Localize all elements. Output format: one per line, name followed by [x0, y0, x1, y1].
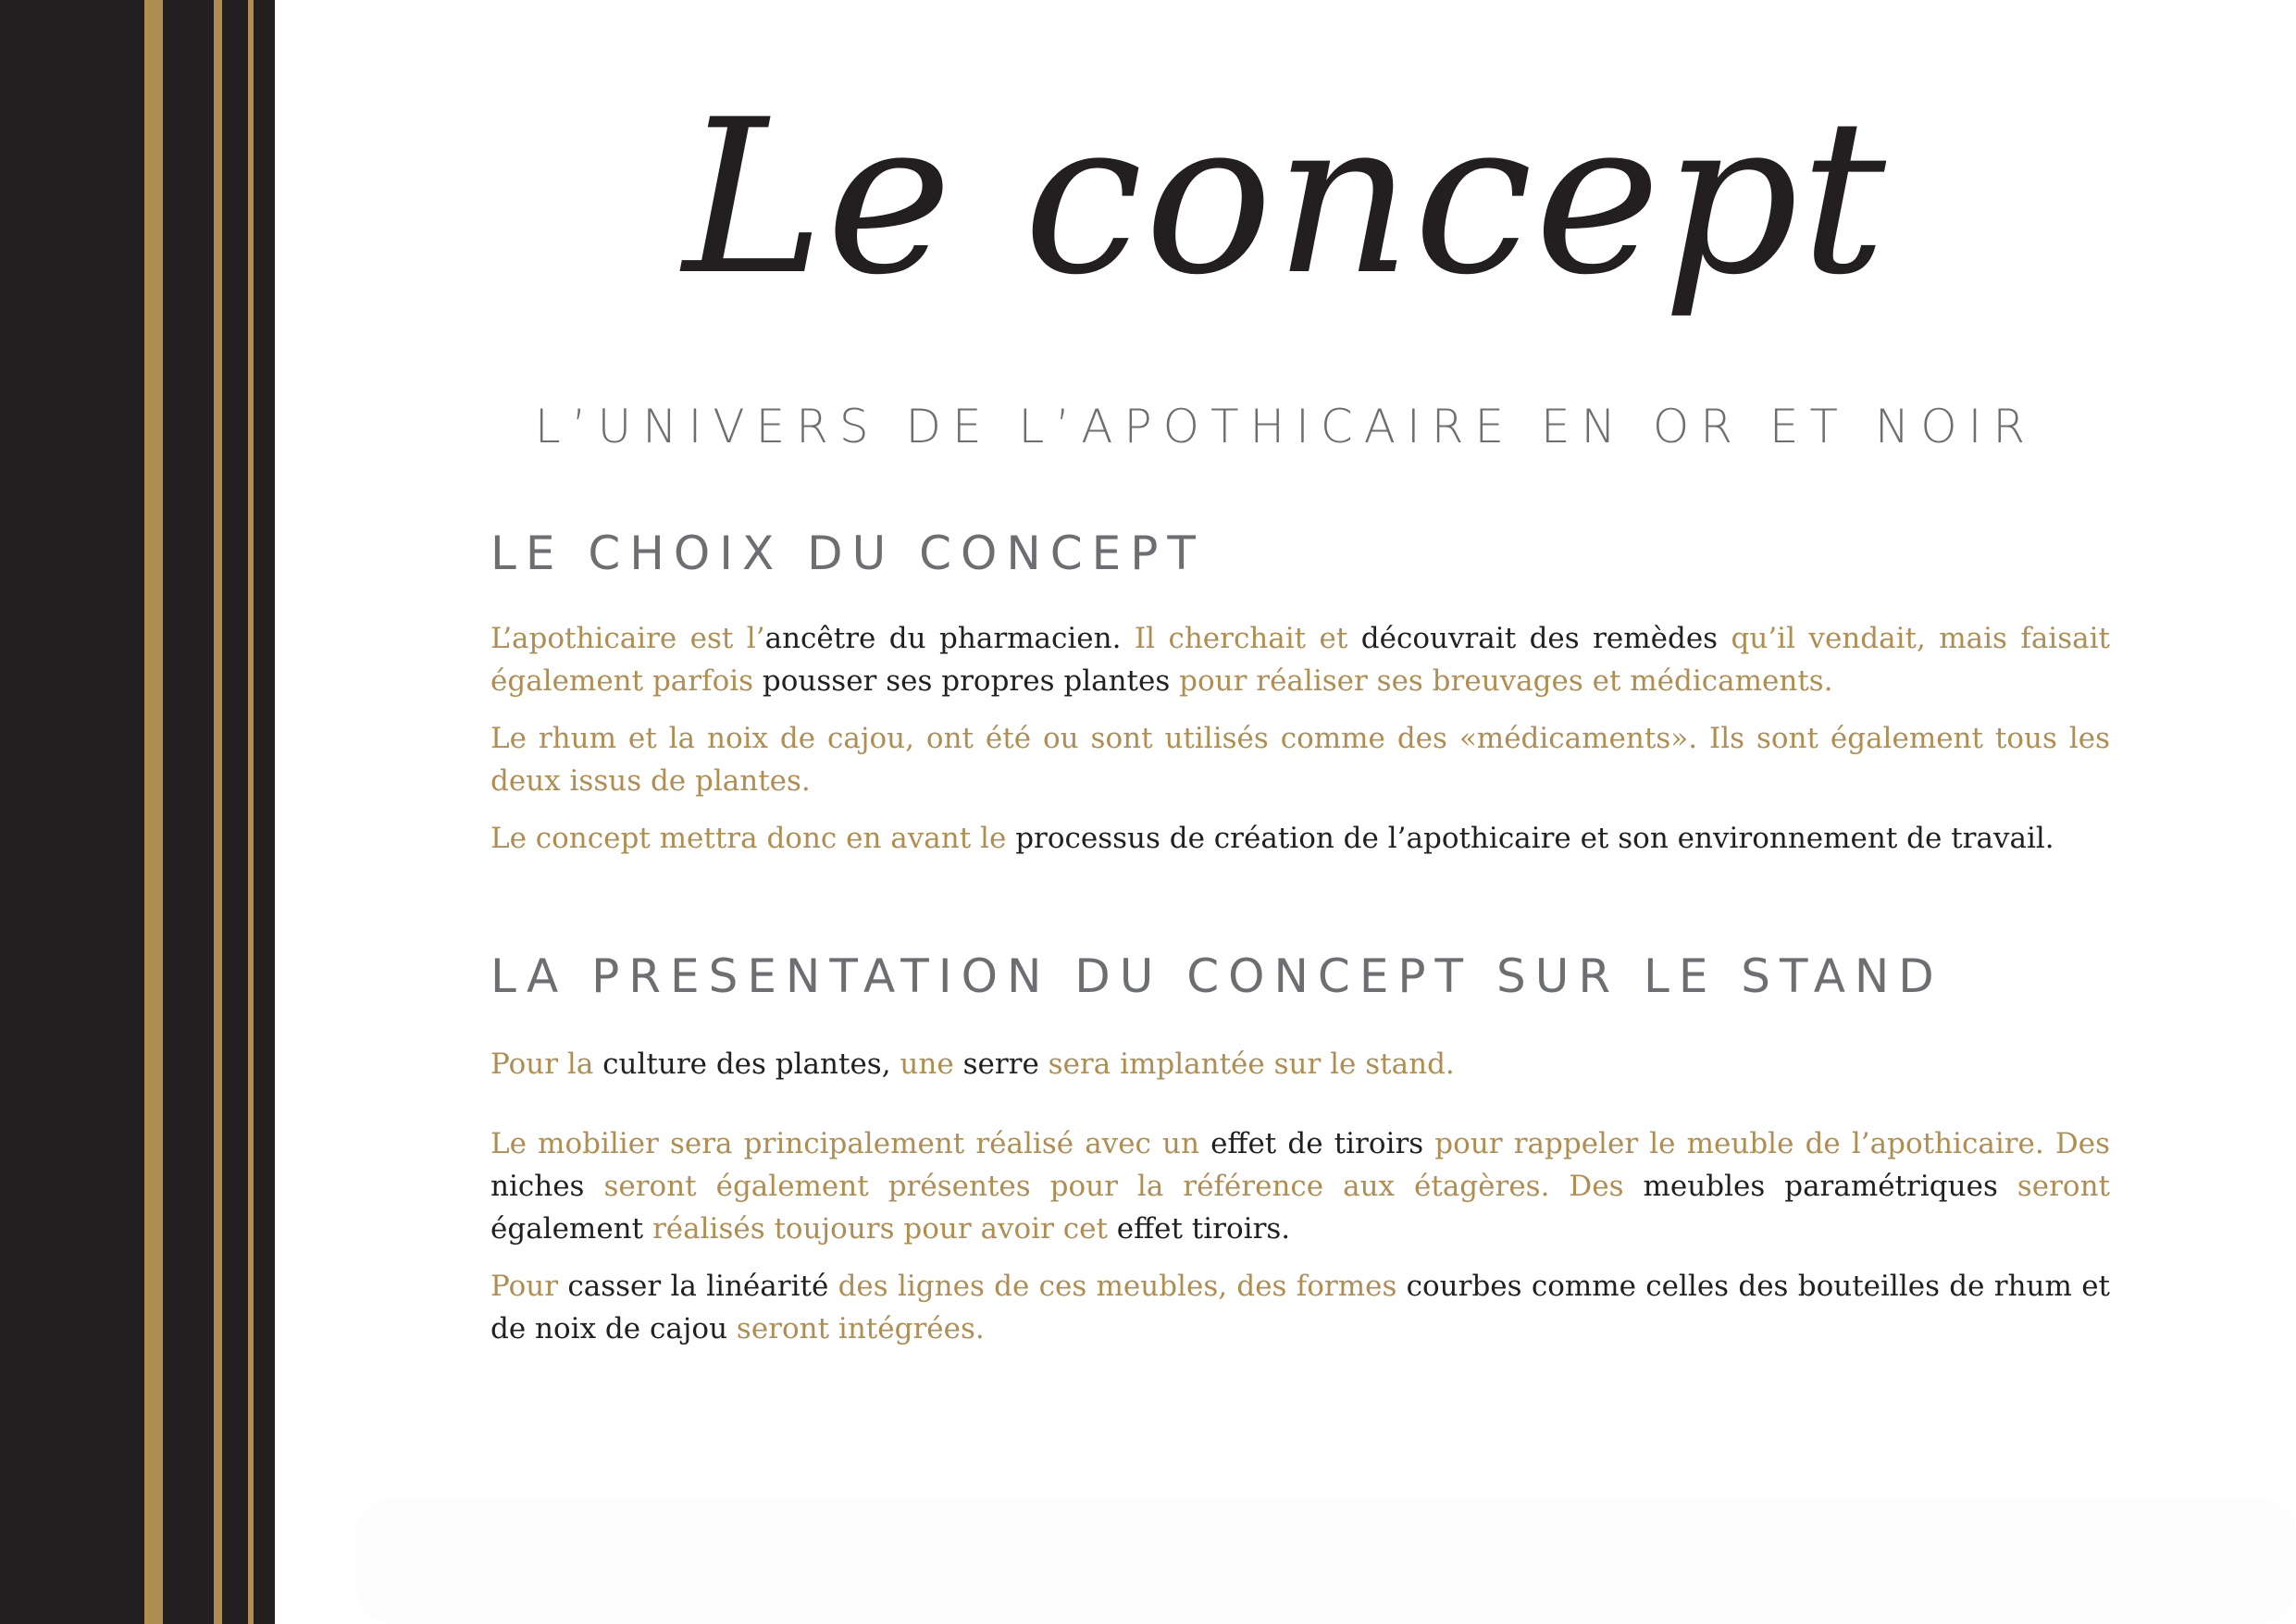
text-run: sera implantée sur le stand.: [1038, 1048, 1455, 1081]
text-run: seront: [1997, 1170, 2111, 1203]
gold-stripe-medium: [214, 0, 222, 1624]
text-run: également: [490, 1212, 644, 1246]
text-run: pousser ses propres plantes: [762, 664, 1171, 698]
section-choix-body: [490, 617, 2110, 860]
section-presentation-heading-wrap: [490, 948, 2110, 1004]
text-run: Il cherchait et: [1121, 622, 1361, 655]
paragraph-formes-courbes: [490, 1265, 2110, 1350]
decorative-sidebar: [0, 0, 275, 1624]
gold-stripe-wide: [144, 0, 163, 1624]
paragraph-serre: [490, 1043, 2110, 1085]
paragraph-apothicaire: [490, 617, 2110, 702]
text-run: Le concept mettra donc en avant le: [490, 822, 1016, 855]
text-run: L’apothicaire est l’: [490, 622, 765, 655]
text-run: seront également présentes pour la référence aux étagères. Des: [584, 1170, 1644, 1203]
text-run: effet tiroirs.: [1116, 1212, 1291, 1246]
text-run: effet de tiroirs: [1210, 1127, 1424, 1160]
text-run: ancêtre du pharmacien.: [764, 622, 1122, 655]
page-subtitle: L’UNIVERS DE L’APOTHICAIRE EN OR ET NOIR: [534, 400, 2037, 453]
text-run: Le mobilier sera principalement réalisé avec un: [490, 1127, 1211, 1160]
section-presentation-body: [490, 1043, 2110, 1350]
gold-stripe-thin: [248, 0, 254, 1624]
text-run: pour rappeler le meuble de l’apothicaire. Des: [1423, 1127, 2110, 1160]
page-title: Le concept: [683, 75, 1888, 322]
text-run: une: [890, 1048, 963, 1081]
text-run: seront intégrées.: [727, 1312, 985, 1345]
paragraph-rhum-cajou: Le rhum et la noix de cajou, ont été ou sont utilisés comme des «médicaments». Ils sont également tous les deux issus de plantes.: [490, 722, 2110, 798]
background-panel: [356, 1497, 2296, 1624]
section-heading-presentation: LA PRESENTATION DU CONCEPT SUR LE STAND: [490, 949, 1943, 1003]
text-run: réalisés toujours pour avoir cet: [643, 1212, 1117, 1246]
section-heading-choix: LE CHOIX DU CONCEPT: [490, 527, 1205, 580]
text-run: qu’il vendait, mais faisait également parfois: [490, 622, 2110, 698]
paragraph-concept-avant: [490, 817, 2110, 860]
text-run: Pour la: [490, 1048, 603, 1081]
text-run: meubles paramétriques: [1643, 1170, 1998, 1203]
paragraph-mobilier: [490, 1122, 2110, 1250]
text-run: pour réaliser ses breuvages et médicaments.: [1170, 664, 1833, 698]
text-run: processus de création de l’apothicaire et son environnement de travail.: [1015, 822, 2054, 855]
text-run: des lignes de ces meubles, des formes: [828, 1270, 1407, 1303]
text-run: serre: [962, 1048, 1039, 1081]
text-run: courbes comme celles des bouteilles de rhum et de noix de cajou: [490, 1270, 2110, 1345]
text-run: découvrait des remèdes: [1360, 622, 1719, 655]
text-run: Pour: [490, 1270, 568, 1303]
text-run: culture des plantes,: [602, 1048, 891, 1081]
text-run: casser la linéarité: [567, 1270, 829, 1303]
section-choix-heading-wrap: [490, 526, 2110, 581]
text-run: niches: [490, 1170, 585, 1203]
